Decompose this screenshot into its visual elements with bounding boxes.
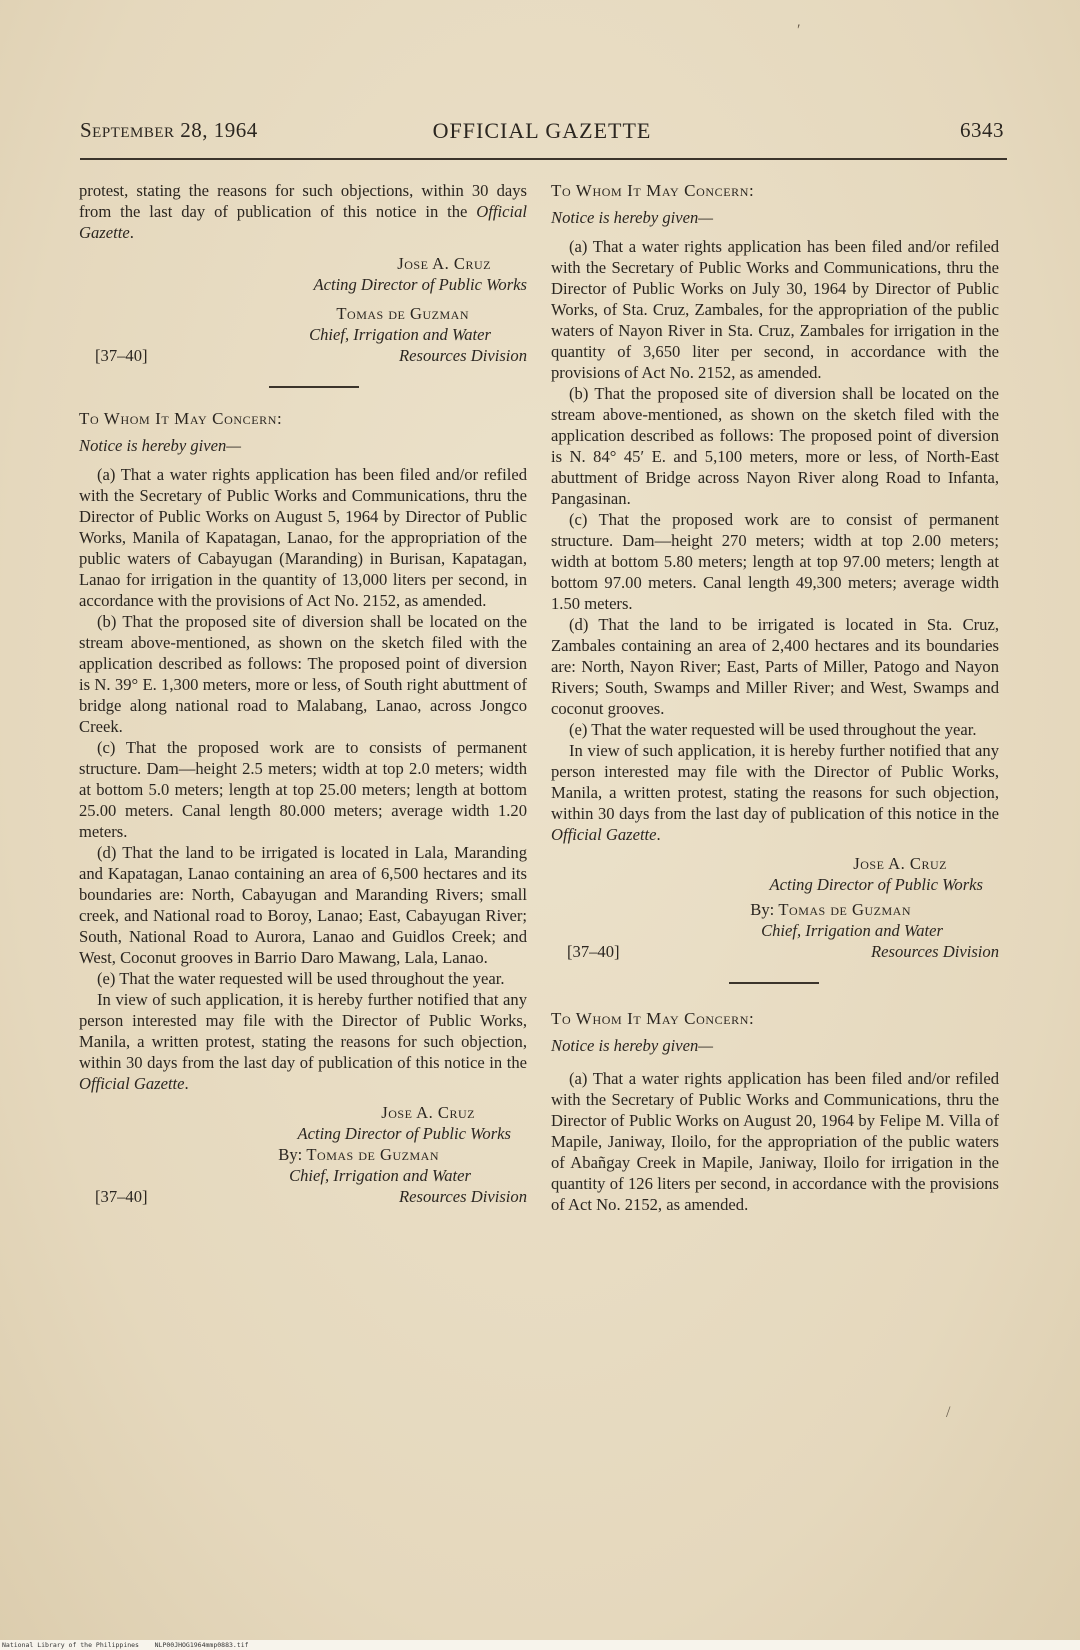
gazette-title: Official Gazette	[79, 202, 527, 242]
footer-file: NLP00JHOG1964mmp0883.tif	[154, 1641, 249, 1649]
by-label: By:	[278, 1145, 303, 1164]
signature-block	[79, 253, 527, 366]
header-date: September 28, 1964	[80, 118, 258, 142]
clause-c: (c) That the proposed work are to consist of permanent structure. Dam—height 270 meters; width at top 2.00 meters; width at bottom 5.80 meters; length at top 97.00 meters; length at bottom 97.00 meters. Canal length 49,300 meters; average width 1.50 meters.	[551, 510, 999, 613]
scan-mark: /	[946, 1404, 951, 1421]
clause-a: (a) That a water rights application has been filed and/or refiled with the Secretary of Public Works and Communications, thru the Director of Public Works on August 20, 1964 by Felipe M. Villa of Mapile, Janiway, Iloilo, for the appropriation of the public waters of Abañgay Creek in Mapile, Janiway, Iloilo for irrigation in the quantity of 126 liters per second, in accordance with the provisions of Act No. 2152, as amended.	[551, 1069, 999, 1214]
signature-last-line	[551, 941, 999, 962]
clause-e: (e) That the water requested will be used throughout the year.	[569, 720, 977, 739]
notice-given: Notice is hereby given—	[551, 1036, 714, 1055]
clause-c: (c) That the proposed work are to consists of permanent structure. Dam—height 2.5 meters; width at top 2.0 meters; width at bottom 5.0 meters; length at top 25.00 meters; length at bottom 25.00 meters. Canal length 80.000 meters; average width 1.20 meters.	[79, 738, 527, 841]
notice-heading: To Whom It May Concern:	[551, 1009, 755, 1028]
section-separator	[729, 982, 819, 984]
page-header	[80, 118, 1004, 148]
gazette-title: Official Gazette	[79, 1074, 185, 1093]
right-column	[551, 180, 999, 1215]
scan-mark: ′	[797, 22, 801, 39]
signatory-title-2: Chief, Irrigation and Water	[761, 921, 943, 940]
division-name: Resources Division	[399, 1187, 527, 1206]
in-view-text: In view of such application, it is hereby further notified that any person interested may file with the Director of Public Works, Manila, a written protest, stating the reasons for such objection, within 30 days from the last day of publication of this notice in the	[79, 990, 527, 1072]
signature-block	[79, 1102, 527, 1207]
clause-e: (e) That the water requested will be used throughout the year.	[97, 969, 505, 988]
reference-number: [37–40]	[567, 942, 620, 961]
signatory-by-line	[79, 1144, 527, 1165]
notice-heading: To Whom It May Concern:	[551, 181, 755, 200]
clause-d: (d) That the land to be irrigated is located in Lala, Maranding and Kapatagan, Lanao containing an area of 6,500 hectares and its boundaries are: North, Cabayugan and Maranding Rivers; small creek, and National road to Boroy, Lanao; East, Cabayugan River; South, National Road to Aurora, Lanao and Guidlos Creek; and West, Coconut grooves in Barrio Daro Mawang, Lala, Lanao.	[79, 843, 527, 967]
signature-block	[551, 853, 999, 962]
clause-d: (d) That the land to be irrigated is located in Sta. Cruz, Zambales containing an area of 2,400 hectares and its boundaries are: North, Nayon River; East, Parts of Miller, Patogo and Nayon Rivers; South, Swamps and Miller River; and West, Swamps and coconut grooves.	[551, 615, 999, 718]
notice-given: Notice is hereby given—	[551, 208, 714, 227]
clause-a: (a) That a water rights application has been filed and/or refiled with the Secretary of Public Works and Communications, thru the Director of Public Works on July 30, 1964 by Director of Public Works, of Sta. Cruz, Zambales, for the appropriation of the public waters of Nayon River in Sta. Cruz, Zambales for irrigation in the quantity of 3,650 liter per second, in accordance with the provisions of Act No. 2152, as amended.	[551, 237, 999, 382]
division-name: Resources Division	[871, 942, 999, 961]
notice-heading: To Whom It May Concern:	[79, 409, 283, 428]
signatory-name-2: Tomas de Guzman	[778, 900, 911, 919]
clause-b: (b) That the proposed site of diversion shall be located on the stream above-mentioned, as shown on the sketch filed with the application described as follows: The proposed point of diversion is N. 84° 45′ E. and 5,100 meters, more or less, of North-East abuttment of Bridge across Nayon River along Road to Infanta, Pangasinan.	[551, 384, 999, 508]
page-number: 6343	[960, 118, 1004, 142]
signatory-title-2: Chief, Irrigation and Water	[309, 325, 491, 344]
continuation-paragraph: protest, stating the reasons for such objections, within 30 days from the last day of publication of this notice in the Official Gazette.	[79, 181, 527, 242]
reference-number: [37–40]	[95, 346, 148, 365]
signatory-title: Acting Director of Public Works	[297, 1124, 511, 1143]
signatory-by-line	[551, 899, 999, 920]
continuation-text: protest, stating the reasons for such objections, within 30 days from the last day of publication of this notice in the	[79, 181, 527, 221]
signatory-title-2: Chief, Irrigation and Water	[289, 1166, 471, 1185]
footer-source: National Library of the Philippines	[2, 1641, 139, 1649]
in-view-paragraph: In view of such application, it is hereby further notified that any person interested may file with the Director of Public Works, Manila, a written protest, stating the reasons for such objection, within 30 days from the last day of publication of this notice in the Official Gazette.	[551, 741, 999, 844]
signatory-title: Acting Director of Public Works	[313, 275, 527, 294]
by-label: By:	[750, 900, 775, 919]
signatory-name: Jose A. Cruz	[381, 1103, 475, 1122]
clause-b: (b) That the proposed site of diversion shall be located on the stream above-mentioned, as shown on the sketch filed with the application described as follows: The proposed point of diversion is N. 39° E. 1,300 meters, more or less, of South right abuttment of bridge along national road to Malabang, Lanao, across Jongco Creek.	[79, 612, 527, 736]
reference-number: [37–40]	[95, 1187, 148, 1206]
signatory-name-2: Tomas de Guzman	[306, 1145, 439, 1164]
notice-given: Notice is hereby given—	[79, 436, 242, 455]
gazette-title: Official Gazette	[551, 825, 657, 844]
signatory-name-2: Tomas de Guzman	[336, 304, 469, 323]
left-column	[79, 180, 527, 1207]
in-view-paragraph: In view of such application, it is hereby further notified that any person interested may file with the Director of Public Works, Manila, a written protest, stating the reasons for such objection, within 30 days from the last day of publication of this notice in the Official Gazette.	[79, 990, 527, 1093]
section-separator	[269, 386, 359, 388]
header-rule	[80, 158, 1007, 160]
clause-a: (a) That a water rights application has been filed and/or refiled with the Secretary of Public Works and Communications, thru the Director of Public Works on August 5, 1964 by Director of Public Works, Manila of Kapatagan, Lanao, for the appropriation of the public waters of Cabayugan (Maranding) in Burisan, Kapatagan, Lanao for irrigation in the quantity of 13,000 liters per second, in accordance with the provisions of Act No. 2152, as amended.	[79, 465, 527, 610]
signatory-title: Acting Director of Public Works	[769, 875, 983, 894]
division-name: Resources Division	[399, 346, 527, 365]
scan-footer	[0, 1640, 1080, 1650]
in-view-text: In view of such application, it is hereby further notified that any person interested may file with the Director of Public Works, Manila, a written protest, stating the reasons for such objection, within 30 days from the last day of publication of this notice in the	[551, 741, 999, 823]
signatory-name: Jose A. Cruz	[853, 854, 947, 873]
signatory-name: Jose A. Cruz	[397, 254, 491, 273]
signature-last-line	[79, 345, 527, 366]
header-title: OFFICIAL GAZETTE	[432, 118, 652, 143]
signature-last-line	[79, 1186, 527, 1207]
